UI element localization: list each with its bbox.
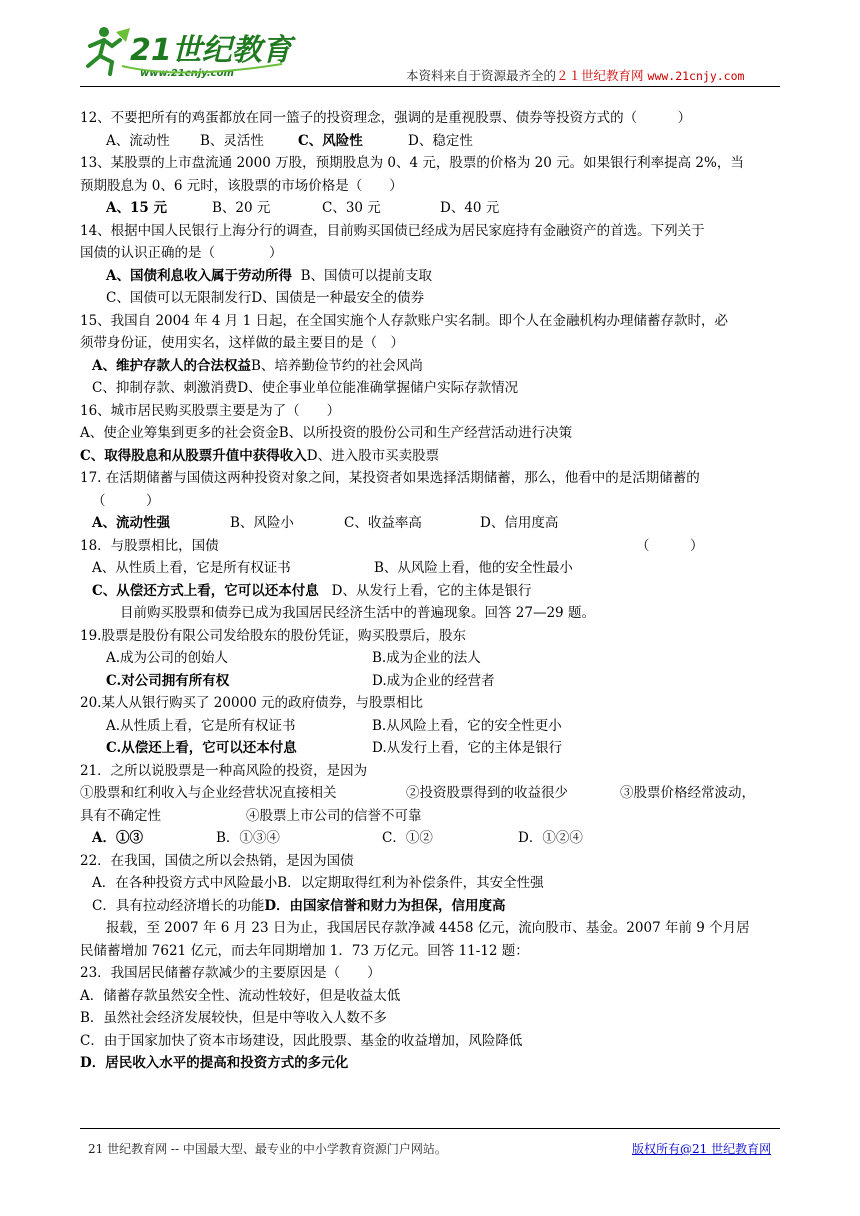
q15-stem-2: 须带身份证，使用实名，这样做的最主要目的是（ ） <box>80 335 404 351</box>
q17-option-a: A、流动性强 <box>92 515 170 531</box>
q13-option-b: B、20 元 <box>212 200 271 216</box>
q20-options-cd <box>80 737 780 760</box>
q22-options-ab <box>80 872 780 895</box>
q18-answer-paren: （ ） <box>636 537 704 554</box>
q20-option-a: A.从性质上看，它是所有权证书 <box>106 717 296 734</box>
q14-option-a: A、国债利息收入属于劳动所得 <box>106 267 292 284</box>
logo-text: 21世纪教育 <box>130 33 292 68</box>
q23-option-a: A．储蓄存款虽然安全性、流动性较好，但是收益太低 <box>80 987 401 1004</box>
q13-option-d: D、40 元 <box>440 200 500 216</box>
q22-stem: 22．在我国，国债之所以会热销，是因为国债 <box>80 852 354 869</box>
q17-option-c: C、收益率高 <box>344 515 422 531</box>
q21-statement-1: ①股票和红利收入与企业经营状况直接相关 <box>80 785 337 801</box>
q16-option-a: A、使企业筹集到更多的社会资金 <box>80 425 279 441</box>
q12-option-d: D、稳定性 <box>408 132 473 149</box>
source-num: ２１世纪教育网 <box>556 68 644 83</box>
q19-option-a: A.成为公司的创始人 <box>106 650 229 666</box>
q13-stem-2: 预期股息为 0、6 元时，该股票的市场价格是（ ） <box>80 177 403 194</box>
q22-option-b: B．以定期取得红利为补偿条件，其安全性强 <box>277 875 544 891</box>
q18-options-cd <box>80 580 780 603</box>
q19-options-cd <box>80 670 780 693</box>
intro-11-12-line1: 报载，至 2007 年 6 月 23 日为止，我国居民存款净减 4458 亿元，流向股市、基金。2007 年前 9 个月居 <box>106 920 750 936</box>
q21-option-b: B．①③④ <box>216 830 280 846</box>
logo-url: www.21cnjy.com <box>140 68 234 79</box>
header-source <box>406 66 744 84</box>
q20-option-d: D.从发行上看，它的主体是银行 <box>372 740 563 756</box>
q21-option-c: C．①② <box>382 830 433 846</box>
intro-11-12-line2: 民储蓄增加 7621 亿元，而去年同期增加 1．73 万亿元。回答 11-12 题： <box>80 942 529 959</box>
q16-stem: 16、城市居民购买股票主要是为了（ ） <box>80 402 341 419</box>
q13-option-c: C、30 元 <box>322 200 381 216</box>
q20-option-c: C.从偿还上看，它可以还本付息 <box>106 740 297 756</box>
q12-option-b: B、灵活性 <box>200 132 264 149</box>
q21-statement-3-cont: 具有不确定性 <box>80 807 161 824</box>
q21-option-d: D．①②④ <box>518 830 583 846</box>
q18-option-b: B、从风险上看，他的安全性最小 <box>374 560 573 576</box>
q13-option-a: A、15 元 <box>106 200 167 216</box>
q22-option-c: C．具有拉动经济增长的功能 <box>92 897 265 914</box>
q12-option-c: C、风险性 <box>298 132 363 149</box>
q23-stem: 23．我国居民储蓄存款减少的主要原因是（ ） <box>80 965 381 981</box>
q16-options-cd <box>80 445 780 468</box>
q15-option-a: A、维护存款人的合法权益 <box>92 357 251 374</box>
q13-stem-1: 13、某股票的上市盘流通 2000 万股，预期股息为 0、4 元，股票的价格为 20 元。如果银行利率提高 2%，当 <box>80 155 744 171</box>
source-site-link[interactable]: www.21cnjy.com <box>647 69 745 83</box>
site-logo <box>82 20 302 82</box>
q17-stem-2: （ ） <box>92 492 160 509</box>
q15-options-ab <box>80 355 780 378</box>
q20-options-ab <box>80 715 780 738</box>
q19-option-c: C.对公司拥有所有权 <box>106 672 230 689</box>
q18-stem: 18．与股票相比，国债 <box>80 537 219 554</box>
q22-options-cd <box>80 895 780 918</box>
q21-statements-2 <box>80 805 780 828</box>
q21-stem: 21．之所以说股票是一种高风险的投资，是因为 <box>80 762 368 779</box>
q17-stem-1: 17. 在活期储蓄与国债这两种投资对象之间，某投资者如果选择活期储蓄，那么，他看中的是活期储蓄的 <box>80 470 700 486</box>
q21-statement-2: ②投资股票得到的收益很少 <box>406 785 568 801</box>
q22-option-a: A．在各种投资方式中风险最小 <box>92 875 278 891</box>
q14-option-c: C、国债可以无限制发行 <box>106 290 252 306</box>
q21-statements-1 <box>80 782 780 805</box>
q19-option-d: D.成为企业的经营者 <box>372 672 495 689</box>
q15-option-d: D、使企事业单位能准确掌握储户实际存款情况 <box>237 380 519 396</box>
q23-option-d: D．居民收入水平的提高和投资方式的多元化 <box>80 1055 349 1071</box>
q18-option-a: A、从性质上看，它是所有权证书 <box>92 560 291 576</box>
q21-statement-4: ④股票上市公司的信誉不可靠 <box>246 807 422 824</box>
q19-option-b: B.成为企业的法人 <box>372 650 481 666</box>
q17-option-b: B、风险小 <box>230 515 294 531</box>
q14-options-ab <box>80 265 780 288</box>
q19-options-ab <box>80 647 780 670</box>
q20-stem: 20.某人从银行购买了 20000 元的政府债券，与股票相比 <box>80 695 423 711</box>
q20-option-b: B.从风险上看，它的安全性更小 <box>372 717 562 734</box>
q19-stem: 19.股票是股份有限公司发给股东的股份凭证，购买股票后，股东 <box>80 627 466 644</box>
q14-stem-2: 国债的认识正确的是（ ） <box>80 245 283 261</box>
q14-options-cd <box>80 287 780 310</box>
q18-options-ab <box>80 557 780 580</box>
q16-option-c: C、取得股息和从股票升值中获得收入 <box>80 447 307 464</box>
q21-options <box>80 827 780 850</box>
q12-stem: 12、不要把所有的鸡蛋都放在同一篮子的投资理念，强调的是重视股票、债券等投资方式的（ ） <box>80 110 692 126</box>
q18-stem-line <box>80 535 780 558</box>
footer-copyright-link[interactable]: 版权所有@21 世纪教育网 <box>632 1142 772 1156</box>
footer-left: 21 世纪教育网 -- 中国最大型、最专业的中小学教育资源门户网站。 <box>88 1142 447 1156</box>
q15-option-b: B、培养勤俭节约的社会风尚 <box>250 357 423 374</box>
intro-27-29: 目前购买股票和债券已成为我国居民经济生活中的普遍现象。回答 27—29 题。 <box>120 605 595 621</box>
q21-statement-3: ③股票价格经常波动， <box>620 785 755 801</box>
header-rule <box>80 86 780 87</box>
source-prefix: 本资料来自于资源最齐全的 <box>406 68 557 83</box>
q12-option-a: A、流动性 <box>106 132 170 149</box>
q22-option-d: D．由国家信誉和财力为担保，信用度高 <box>264 897 506 914</box>
q16-option-b: B、以所投资的股份公司和生产经营活动进行决策 <box>278 425 573 441</box>
q16-option-d: D、进入股市买卖股票 <box>306 447 440 464</box>
q14-option-d: D、国债是一种最安全的债券 <box>251 290 425 306</box>
document-body <box>80 107 780 1075</box>
q15-option-c: C、抑制存款、刺激消费 <box>92 380 238 396</box>
q17-option-d: D、信用度高 <box>480 515 559 531</box>
q14-stem-1: 14、根据中国人民银行上海分行的调查，目前购买国债已经成为居民家庭持有金融资产的首选。下列关于 <box>80 222 705 239</box>
q12-options <box>80 130 780 153</box>
q21-option-a: A．①③ <box>92 830 143 846</box>
q23-option-b: B．虽然社会经济发展较快，但是中等收入人数不多 <box>80 1010 387 1026</box>
q23-option-c: C．由于国家加快了资本市场建设，因此股票、基金的收益增加，风险降低 <box>80 1032 523 1049</box>
q18-option-d: D、从发行上看，它的主体是银行 <box>331 582 532 599</box>
q17-options <box>80 512 780 535</box>
q15-options-cd <box>80 377 780 400</box>
q15-stem-1: 15、我国自 2004 年 4 月 1 日起，在全国实施个人存款账户实名制。即个人在金融机构办理储蓄存款时，必 <box>80 312 728 329</box>
q14-option-b: B、国债可以提前支取 <box>300 267 432 284</box>
q13-options <box>80 197 780 220</box>
q16-options-ab <box>80 422 780 445</box>
q18-option-c: C、从偿还方式上看，它可以还本付息 <box>92 582 319 599</box>
footer-rule <box>80 1128 780 1129</box>
